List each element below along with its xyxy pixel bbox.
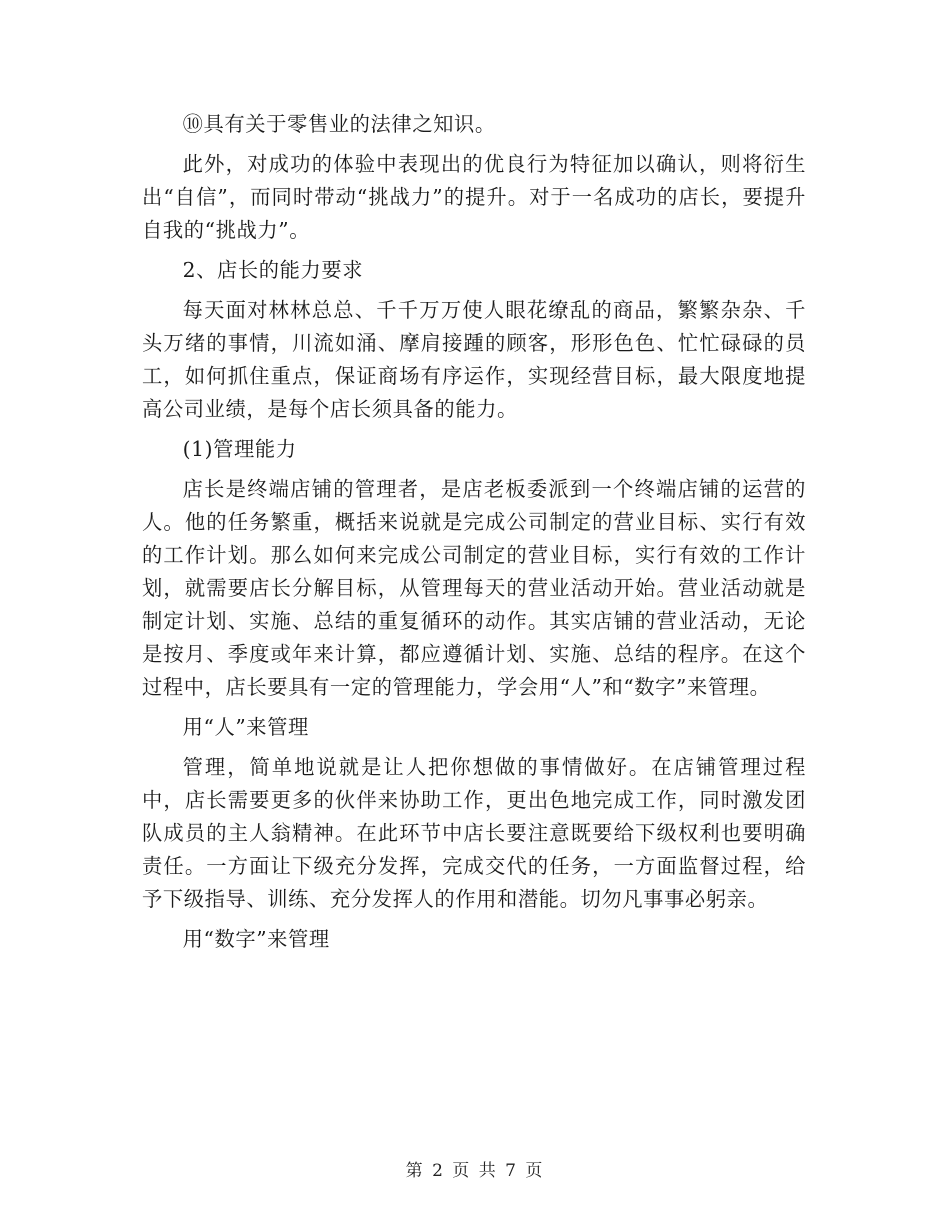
paragraph-manager-role: 店长是终端店铺的管理者，是店老板委派到一个终端店铺的运营的人。他的任务繁重，概括来说就是完成公司制定的营业目标、实行有效的工作计划。那么如何来完成公司制定的营业目标，实行有效的工作计划，就需要店长分解目标，从管理每天的营业活动开始。营业活动就是制定计划、实施、总结的重复循环的动作。其实店铺的营业活动，无论是按月、季度或年来计算，都应遵循计划、实施、总结的程序。在这个过程中，店长要具有一定的管理能力，学会用“人”和“数字”来管理。 — [142, 477, 806, 699]
document-body — [142, 108, 806, 956]
paragraph-knowledge-item: ⑩具有关于零售业的法律之知识。 — [182, 112, 496, 136]
subheading-manage-by-people: 用“人”来管理 — [182, 715, 309, 739]
page-footer: 第 2 页 共 7 页 — [405, 1161, 545, 1181]
paragraph-manage-by-people: 管理，简单地说就是让人把你想做的事情做好。在店铺管理过程中，店长需要更多的伙伴来协助工作，更出色地完成工作，同时激发团队成员的主人翁精神。在此环节中店长要注意既要给下级权利也要明确责任。一方面让下级充分发挥，完成交代的任务，一方面监督过程，给予下级指导、训练、充分发挥人的作用和潜能。切勿凡事事必躬亲。 — [142, 755, 806, 911]
paragraph-confidence: 此外，对成功的体验中表现出的优良行为特征加以确认，则将衍生出“自信”，而同时带动“挑战力”的提升。对于一名成功的店长，要提升自我的“挑战力”。 — [142, 152, 806, 242]
paragraph-daily-challenges: 每天面对林林总总、千千万万使人眼花缭乱的商品，繁繁杂杂、千头万绪的事情，川流如涌、摩肩接踵的顾客，形形色色、忙忙碌碌的员工，如何抓住重点，保证商场有序运作，实现经营目标，最大限度地提高公司业绩，是每个店长须具备的能力。 — [142, 298, 806, 421]
section-heading-ability: 2、店长的能力要求 — [182, 258, 364, 282]
subheading-manage-by-numbers: 用“数字”来管理 — [182, 927, 330, 951]
subheading-management-ability: (1)管理能力 — [182, 437, 297, 461]
